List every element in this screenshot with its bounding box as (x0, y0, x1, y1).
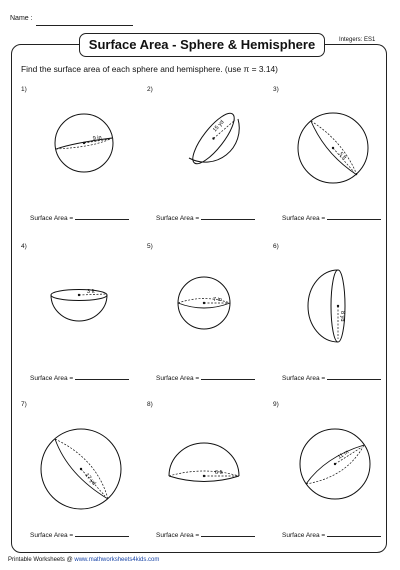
answer-line[interactable] (30, 373, 129, 382)
problem-number: 6) (273, 243, 279, 250)
problem-number: 9) (273, 401, 279, 408)
footer-url[interactable]: www.mathworksheets4kids.com (74, 557, 160, 563)
problem-3 (273, 86, 398, 246)
hemisphere-figure (273, 243, 398, 393)
problem-7 (21, 401, 146, 561)
answer-label: Surface Area = (156, 375, 200, 382)
footer-prefix: Printable Worksheets @ (8, 557, 73, 563)
problem-number: 8) (147, 401, 153, 408)
dimension-label: 8 yd (339, 311, 345, 322)
dimension-label: 7 in (213, 297, 222, 303)
sphere-figure (21, 401, 146, 551)
worksheet-title: Surface Area - Sphere & Hemisphere (79, 33, 325, 57)
dimension-label: 17 yd (83, 472, 97, 487)
problem-number: 3) (273, 86, 279, 93)
problem-6 (273, 243, 398, 403)
dimension-label: 15 yd (212, 119, 226, 134)
answer-blank[interactable] (327, 373, 381, 380)
problem-2 (147, 86, 272, 246)
answer-line[interactable] (156, 530, 255, 539)
problem-number: 2) (147, 86, 153, 93)
dimension-label: 5 ft (337, 151, 348, 162)
problem-number: 4) (21, 243, 27, 250)
name-field-line[interactable] (36, 25, 133, 26)
problem-number: 1) (21, 86, 27, 93)
answer-label: Surface Area = (30, 532, 74, 539)
problem-number: 5) (147, 243, 153, 250)
answer-label: Surface Area = (30, 215, 74, 222)
answer-blank[interactable] (201, 373, 255, 380)
worksheet-code: Integers: ES1 (339, 37, 376, 43)
answer-label: Surface Area = (156, 215, 200, 222)
answer-blank[interactable] (75, 373, 129, 380)
dimension-label: 6 ft (215, 470, 223, 476)
answer-blank[interactable] (75, 213, 129, 220)
answer-blank[interactable] (327, 213, 381, 220)
answer-line[interactable] (156, 373, 255, 382)
name-label: Name : (10, 15, 33, 22)
answer-line[interactable] (282, 530, 381, 539)
dimension-label: 9 in (92, 134, 103, 142)
hemisphere-figure (21, 243, 146, 393)
dimension-label: 11 m (336, 449, 351, 461)
dimension-label: 3 ft (87, 289, 95, 295)
answer-label: Surface Area = (282, 375, 326, 382)
sphere-figure (273, 401, 398, 551)
problem-8 (147, 401, 272, 561)
footer (8, 557, 159, 563)
answer-label: Surface Area = (156, 532, 200, 539)
hemisphere-figure (147, 401, 272, 551)
problem-4 (21, 243, 146, 403)
answer-line[interactable] (156, 213, 255, 222)
answer-blank[interactable] (201, 530, 255, 537)
answer-line[interactable] (30, 213, 129, 222)
sphere-figure (147, 243, 272, 393)
problem-5 (147, 243, 272, 403)
answer-label: Surface Area = (282, 532, 326, 539)
problem-9 (273, 401, 398, 561)
answer-line[interactable] (282, 213, 381, 222)
problem-1 (21, 86, 146, 246)
answer-blank[interactable] (75, 530, 129, 537)
answer-blank[interactable] (327, 530, 381, 537)
answer-label: Surface Area = (282, 215, 326, 222)
answer-label: Surface Area = (30, 375, 74, 382)
problem-number: 7) (21, 401, 27, 408)
answer-blank[interactable] (201, 213, 255, 220)
answer-line[interactable] (30, 530, 129, 539)
answer-line[interactable] (282, 373, 381, 382)
instructions: Find the surface area of each sphere and hemisphere. (use π = 3.14) (21, 64, 278, 74)
